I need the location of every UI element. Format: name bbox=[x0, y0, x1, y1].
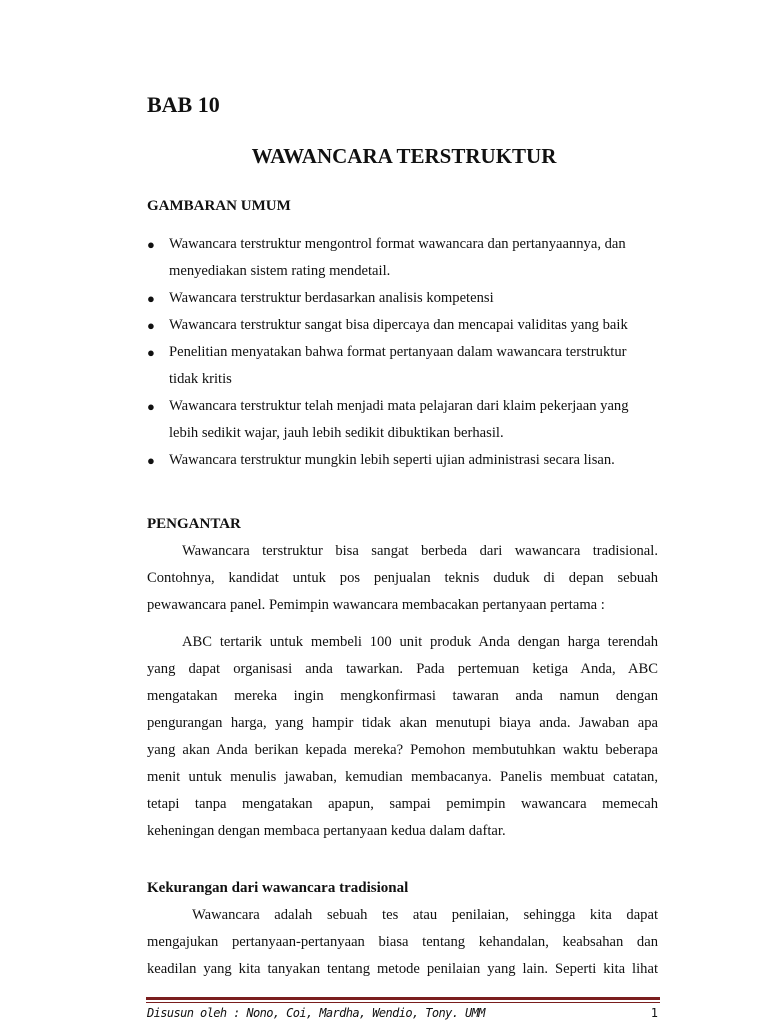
bullet-item bbox=[147, 393, 662, 447]
footer-authors: Disusun oleh : Nono, Coi, Mardha, Wendio, Tony. UMM bbox=[147, 1006, 485, 1020]
chapter-label: BAB 10 bbox=[147, 92, 220, 117]
paragraph-line: ABC tertarik untuk membeli 100 unit produk Anda dengan harga terendah bbox=[182, 634, 658, 650]
paragraph-line: Contohnya, kandidat untuk pos penjualan teknis duduk di depan sebuah bbox=[147, 570, 658, 586]
bullet-line: menyediakan sistem rating mendetail. bbox=[169, 263, 391, 279]
overview-bullet-list bbox=[147, 231, 662, 474]
bullet-line: Wawancara terstruktur telah menjadi mata pelajaran dari klaim pekerjaan yang bbox=[169, 398, 629, 414]
paragraph-line: mengatakan mereka ingin mengkonfirmasi tawaran anda namun dengan bbox=[147, 688, 658, 704]
bullet-line: Penelitian menyatakan bahwa format pertanyaan dalam wawancara terstruktur bbox=[169, 344, 627, 360]
bullet-dot-icon: ● bbox=[147, 291, 155, 306]
paragraph-line: menit untuk menulis jawaban, kemudian membacanya. Panelis membuat catatan, bbox=[147, 769, 658, 785]
weakness-paragraph bbox=[147, 902, 658, 983]
paragraph-line: pengurangan harga, yang hampir tidak akan menutupi biaya anda. Jawaban apa bbox=[147, 715, 658, 731]
paragraph-line: Wawancara adalah sebuah tes atau penilaian, sehingga kita dapat bbox=[192, 907, 658, 923]
footer-rule-thin bbox=[146, 1002, 660, 1003]
section-heading-pengantar: PENGANTAR bbox=[147, 516, 241, 532]
bullet-line: Wawancara terstruktur berdasarkan analisis kompetensi bbox=[169, 290, 494, 306]
section-heading-gambaran-umum: GAMBARAN UMUM bbox=[147, 198, 291, 214]
intro-paragraph bbox=[147, 538, 658, 619]
bullet-item bbox=[147, 285, 662, 312]
bullet-item bbox=[147, 447, 662, 474]
chapter-title: WAWANCARA TERSTRUKTUR bbox=[251, 144, 557, 168]
paragraph-line: Wawancara terstruktur bisa sangat berbeda dari wawancara tradisional. bbox=[182, 543, 658, 559]
paragraph-line: mengajukan pertanyaan-pertanyaan biasa tentang kehandalan, keabsahan dan bbox=[147, 934, 658, 950]
page-number: 1 bbox=[650, 1006, 658, 1020]
paragraph-line: yang dapat organisasi anda tawarkan. Pada pertemuan ketiga Anda, ABC bbox=[147, 661, 658, 677]
paragraph-line: tetapi tanpa mengatakan apapun, sampai pemimpin wawancara memecah bbox=[147, 796, 658, 812]
bullet-item bbox=[147, 231, 662, 285]
bullet-dot-icon: ● bbox=[147, 237, 155, 252]
paragraph-line: pewawancara panel. Pemimpin wawancara membacakan pertanyaan pertama : bbox=[147, 597, 605, 613]
example-question-paragraph bbox=[147, 629, 658, 845]
bullet-dot-icon: ● bbox=[147, 345, 155, 360]
bullet-line: Wawancara terstruktur sangat bisa dipercaya dan mencapai validitas yang baik bbox=[169, 317, 628, 333]
bullet-item bbox=[147, 312, 662, 339]
bullet-line: tidak kritis bbox=[169, 371, 232, 387]
bullet-line: lebih sedikit wajar, jauh lebih sedikit dibuktikan berhasil. bbox=[169, 425, 504, 441]
bullet-item bbox=[147, 339, 662, 393]
paragraph-line: keheningan dengan membaca pertanyaan kedua dalam daftar. bbox=[147, 823, 506, 839]
paragraph-line: keadilan yang kita tanyakan tentang metode penilaian yang lain. Seperti kita lihat bbox=[147, 961, 658, 977]
bullet-dot-icon: ● bbox=[147, 453, 155, 468]
bullet-line: Wawancara terstruktur mengontrol format wawancara dan pertanyaannya, dan bbox=[169, 236, 626, 252]
bullet-dot-icon: ● bbox=[147, 399, 155, 414]
footer-rule-thick bbox=[146, 997, 660, 1000]
paragraph-line: yang akan Anda berikan kepada mereka? Pemohon membutuhkan waktu beberapa bbox=[147, 742, 658, 758]
bullet-line: Wawancara terstruktur mungkin lebih seperti ujian administrasi secara lisan. bbox=[169, 452, 615, 468]
bullet-dot-icon: ● bbox=[147, 318, 155, 333]
section-heading-kekurangan: Kekurangan dari wawancara tradisional bbox=[147, 880, 409, 896]
